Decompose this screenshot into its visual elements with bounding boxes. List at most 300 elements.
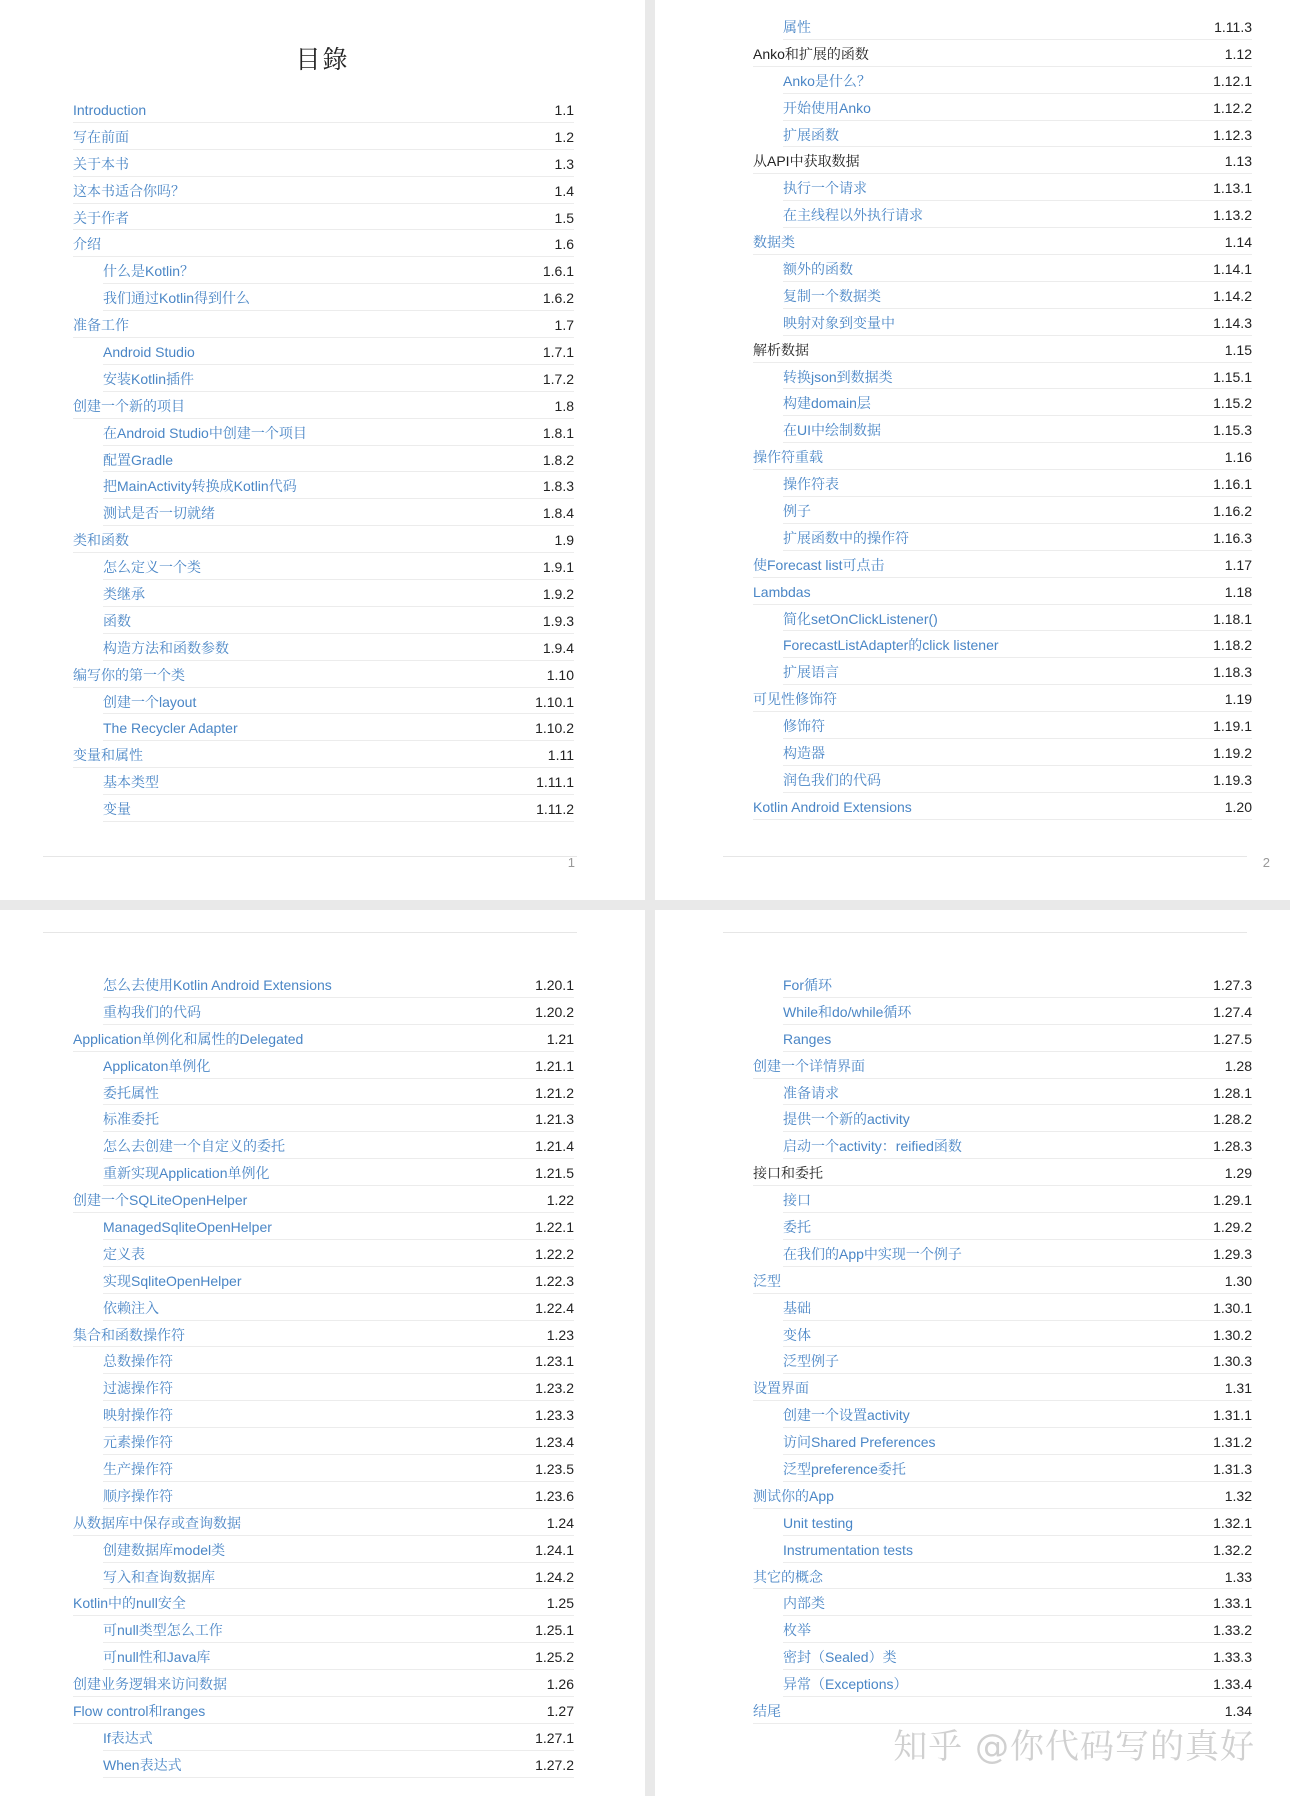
- toc-entry[interactable]: [73, 123, 574, 150]
- toc-entry-number: 1.18.2: [1213, 637, 1252, 654]
- toc-entry-number: 1.8.2: [542, 451, 574, 468]
- toc-entry-number: 1.14: [1224, 234, 1252, 251]
- toc-entry[interactable]: [783, 416, 1252, 443]
- toc-entry-title[interactable]: 写入和查询数据库: [103, 1568, 215, 1585]
- toc-entry[interactable]: [783, 1105, 1252, 1132]
- toc-entry-number: 1.28.2: [1213, 1111, 1252, 1128]
- toc-entry[interactable]: [783, 67, 1252, 94]
- toc-entry-number: 1.15.2: [1213, 395, 1252, 412]
- toc-entry-title[interactable]: 委托属性: [103, 1084, 159, 1101]
- toc-entry[interactable]: [783, 658, 1252, 685]
- toc-entry[interactable]: [783, 971, 1252, 998]
- toc-entry-title[interactable]: 提供一个新的activity: [783, 1111, 910, 1128]
- toc-entry-title[interactable]: Android Studio: [103, 344, 195, 361]
- toc-entry[interactable]: [103, 1294, 574, 1321]
- toc-entry-title[interactable]: Ranges: [783, 1030, 832, 1047]
- toc-entry[interactable]: [783, 1670, 1252, 1697]
- toc-entry[interactable]: [103, 472, 574, 499]
- toc-entry-title[interactable]: 标准委托: [103, 1111, 159, 1128]
- toc-entry-title[interactable]: 什么是Kotlin？: [103, 263, 195, 280]
- toc-entry-title[interactable]: 实现SqliteOpenHelper: [103, 1272, 242, 1289]
- toc-entry[interactable]: [103, 1536, 574, 1563]
- toc-entry[interactable]: [103, 768, 574, 795]
- toc-entry-number: 1.9.1: [542, 559, 574, 576]
- toc-entry-number: 1.1: [554, 102, 574, 118]
- toc-entry-title[interactable]: 从数据库中保存或查询数据: [73, 1514, 241, 1531]
- toc-entry-number: 1.7: [554, 317, 574, 334]
- toc-entry-title[interactable]: 简化setOnClickListener(): [783, 610, 938, 627]
- toc-entry-number: 1.21.2: [535, 1084, 574, 1101]
- toc-entry-title[interactable]: 创建一个详情界面: [753, 1057, 865, 1074]
- toc-list: [73, 971, 574, 1778]
- toc-entry[interactable]: [103, 1482, 574, 1509]
- toc-entry[interactable]: [73, 392, 574, 419]
- toc-entry-title[interactable]: Anko和扩展的函数: [753, 45, 869, 62]
- toc-entry-number: 1.16.1: [1213, 476, 1252, 493]
- toc-entry[interactable]: [783, 1321, 1252, 1348]
- toc-entry[interactable]: [103, 714, 574, 741]
- toc-entry-title[interactable]: 基础: [783, 1299, 811, 1316]
- toc-entry-title[interactable]: Flow control和ranges: [73, 1703, 206, 1720]
- toc-entry-number: 1.8: [554, 397, 574, 414]
- toc-entry[interactable]: [753, 40, 1252, 67]
- toc-entry-title[interactable]: 转换json到数据类: [783, 368, 893, 385]
- toc-entry-number: 1.15: [1224, 341, 1252, 358]
- toc-entry[interactable]: [73, 1321, 574, 1348]
- toc-entry[interactable]: [783, 1509, 1252, 1536]
- toc-entry[interactable]: [783, 1428, 1252, 1455]
- toc-entry[interactable]: [783, 282, 1252, 309]
- toc-entry-title[interactable]: 创建一个新的项目: [73, 397, 185, 414]
- toc-entry-title[interactable]: Lambdas: [753, 583, 811, 600]
- toc-entry[interactable]: [73, 311, 574, 338]
- toc-entry[interactable]: [73, 1186, 574, 1213]
- toc-entry-number: 1.19.1: [1213, 718, 1252, 735]
- toc-entry[interactable]: [103, 998, 574, 1025]
- toc-entry[interactable]: [783, 121, 1252, 148]
- toc-entry[interactable]: [783, 255, 1252, 282]
- toc-entry-number: 1.25.2: [535, 1649, 574, 1666]
- toc-entry[interactable]: [73, 1509, 574, 1536]
- toc-entry-number: 1.2: [554, 128, 574, 145]
- toc-entry-title[interactable]: 异常（Exceptions）: [783, 1676, 908, 1693]
- toc-entry-title[interactable]: 在主线程以外执行请求: [783, 207, 923, 224]
- toc-entry[interactable]: [103, 1213, 574, 1240]
- toc-entry[interactable]: [753, 443, 1252, 470]
- toc-entry[interactable]: [783, 94, 1252, 121]
- toc-entry-number: 1.24: [546, 1514, 574, 1531]
- toc-entry[interactable]: [783, 1589, 1252, 1616]
- toc-entry-number: 1.13.2: [1213, 207, 1252, 224]
- toc-entry[interactable]: [103, 553, 574, 580]
- toc-entry-number: 1.24.2: [535, 1568, 574, 1585]
- toc-entry[interactable]: [73, 177, 574, 204]
- toc-entry-number: 1.27.3: [1213, 977, 1252, 993]
- toc-entry-title[interactable]: 介绍: [73, 236, 101, 253]
- toc-entry[interactable]: [753, 1374, 1252, 1401]
- toc-entry-number: 1.12: [1224, 45, 1252, 62]
- toc-entry[interactable]: [783, 1455, 1252, 1482]
- toc-entry[interactable]: [103, 1347, 574, 1374]
- toc-entry[interactable]: [753, 1267, 1252, 1294]
- toc-entry[interactable]: [783, 363, 1252, 390]
- toc-entry-title[interactable]: 类和函数: [73, 532, 129, 549]
- toc-entry[interactable]: [783, 1294, 1252, 1321]
- toc-entry-title[interactable]: 扩展函数: [783, 126, 839, 143]
- toc-entry[interactable]: [783, 1213, 1252, 1240]
- toc-entry-title[interactable]: 顺序操作符: [103, 1487, 173, 1504]
- toc-entry-title[interactable]: 我们通过Kotlin得到什么: [103, 290, 251, 307]
- toc-entry[interactable]: [103, 1374, 574, 1401]
- document-page-4: [655, 910, 1290, 1796]
- toc-entry-number: 1.11: [547, 747, 574, 764]
- toc-entry-title[interactable]: 接口: [783, 1192, 811, 1209]
- toc-entry[interactable]: [753, 1159, 1252, 1186]
- toc-entry-title[interactable]: 内部类: [783, 1595, 825, 1612]
- toc-entry-title[interactable]: 构建domain层: [783, 395, 871, 412]
- toc-entry-title[interactable]: Instrumentation tests: [783, 1541, 913, 1558]
- toc-entry-title[interactable]: 开始使用Anko: [783, 99, 871, 116]
- document-page-3: [0, 910, 645, 1796]
- footer-divider: [43, 856, 577, 857]
- toc-entry-title[interactable]: 在我们的App中实现一个例子: [783, 1245, 962, 1262]
- toc-entry-title[interactable]: 枚举: [783, 1622, 811, 1639]
- toc-entry[interactable]: [103, 688, 574, 715]
- toc-entry-title[interactable]: 怎么去创建一个自定义的委托: [103, 1138, 285, 1155]
- toc-entry[interactable]: [73, 1670, 574, 1697]
- toc-entry-number: 1.19.2: [1213, 745, 1252, 762]
- toc-entry[interactable]: [753, 793, 1252, 820]
- toc-entry-number: 1.33.3: [1213, 1649, 1252, 1666]
- toc-entry[interactable]: [103, 365, 574, 392]
- toc-entry-title[interactable]: 扩展函数中的操作符: [783, 529, 909, 546]
- toc-entry-title[interactable]: 泛型preference委托: [783, 1461, 906, 1478]
- toc-entry[interactable]: [103, 1079, 574, 1106]
- toc-entry[interactable]: [783, 1616, 1252, 1643]
- header-divider: [723, 932, 1247, 933]
- toc-entry[interactable]: [783, 1132, 1252, 1159]
- toc-entry-title[interactable]: 接口和委托: [753, 1165, 823, 1182]
- toc-entry-title[interactable]: 映射操作符: [103, 1407, 173, 1424]
- toc-entry[interactable]: [783, 497, 1252, 524]
- toc-entry-number: 1.26: [546, 1676, 574, 1693]
- toc-entry-title[interactable]: 润色我们的代码: [783, 771, 881, 788]
- toc-entry[interactable]: [783, 739, 1252, 766]
- toc-entry-number: 1.21.5: [535, 1165, 574, 1182]
- toc-entry-title[interactable]: 泛型: [753, 1272, 781, 1289]
- toc-entry-title[interactable]: 函数: [103, 612, 131, 629]
- toc-entry[interactable]: [73, 741, 574, 768]
- toc-entry-number: 1.11.3: [1214, 19, 1252, 35]
- toc-entry[interactable]: [103, 338, 574, 365]
- toc-entry-title[interactable]: 准备请求: [783, 1084, 839, 1101]
- toc-entry-title[interactable]: 关于本书: [73, 155, 129, 172]
- toc-entry-title[interactable]: When表达式: [103, 1756, 182, 1773]
- toc-entry[interactable]: [73, 204, 574, 231]
- toc-entry[interactable]: [783, 1401, 1252, 1428]
- toc-entry-number: 1.15.1: [1213, 368, 1252, 385]
- toc-entry-number: 1.14.2: [1213, 287, 1252, 304]
- toc-entry-title[interactable]: 基本类型: [103, 774, 159, 791]
- toc-entry[interactable]: [103, 1159, 574, 1186]
- toc-entry-number: 1.31.3: [1213, 1461, 1252, 1478]
- toc-entry[interactable]: [783, 1186, 1252, 1213]
- toc-entry-title[interactable]: 集合和函数操作符: [73, 1326, 185, 1343]
- toc-entry-number: 1.14.1: [1213, 261, 1252, 278]
- toc-entry-title[interactable]: 总数操作符: [103, 1353, 173, 1370]
- toc-entry[interactable]: [103, 499, 574, 526]
- toc-entry[interactable]: [783, 605, 1252, 632]
- toc-entry-title[interactable]: For循环: [783, 977, 832, 993]
- toc-entry-title[interactable]: 配置Gradle: [103, 451, 174, 468]
- toc-entry[interactable]: [103, 1616, 574, 1643]
- toc-entry[interactable]: [103, 1105, 574, 1132]
- toc-entry[interactable]: [753, 228, 1252, 255]
- toc-entry-number: 1.7.2: [542, 370, 574, 387]
- toc-entry-title[interactable]: 类继承: [103, 586, 145, 603]
- toc-entry-number: 1.13.1: [1213, 180, 1252, 197]
- toc-entry-title[interactable]: 定义表: [103, 1245, 145, 1262]
- toc-entry[interactable]: [73, 230, 574, 257]
- document-page-1: [0, 0, 645, 900]
- toc-entry[interactable]: [103, 634, 574, 661]
- toc-entry-number: 1.13: [1224, 153, 1252, 170]
- toc-entry-number: 1.32.1: [1213, 1514, 1252, 1531]
- toc-entry-title[interactable]: 数据类: [753, 234, 795, 251]
- toc-entry[interactable]: [783, 1536, 1252, 1563]
- toc-entry[interactable]: [783, 1025, 1252, 1052]
- toc-entry[interactable]: [103, 419, 574, 446]
- toc-entry[interactable]: [103, 607, 574, 634]
- toc-entry-number: 1.31.1: [1213, 1407, 1252, 1424]
- toc-entry-number: 1.27.1: [535, 1729, 574, 1746]
- toc-entry-title[interactable]: Unit testing: [783, 1514, 854, 1531]
- toc-entry[interactable]: [73, 1697, 574, 1724]
- toc-entry[interactable]: [103, 1428, 574, 1455]
- toc-entry-title[interactable]: Kotlin Android Extensions: [753, 798, 912, 815]
- toc-entry-number: 1.25: [546, 1595, 574, 1612]
- toc-entry-title[interactable]: 在Android Studio中创建一个项目: [103, 424, 307, 441]
- toc-entry-title[interactable]: 重构我们的代码: [103, 1003, 201, 1020]
- toc-entry[interactable]: [753, 336, 1252, 363]
- toc-entry-number: 1.14.3: [1213, 314, 1252, 331]
- toc-entry[interactable]: [103, 257, 574, 284]
- toc-entry[interactable]: [73, 150, 574, 177]
- toc-entry-title[interactable]: 映射对象到变量中: [783, 314, 895, 331]
- toc-entry[interactable]: [753, 551, 1252, 578]
- toc-entry-title[interactable]: 构造方法和函数参数: [103, 639, 229, 656]
- toc-entry-number: 1.21: [546, 1030, 574, 1047]
- toc-entry-number: 1.5: [554, 209, 574, 226]
- toc-entry-title[interactable]: Introduction: [73, 102, 147, 118]
- toc-entry-title[interactable]: Applicaton单例化: [103, 1057, 211, 1074]
- toc-entry[interactable]: [783, 13, 1252, 40]
- toc-entry[interactable]: [103, 1724, 574, 1751]
- toc-entry[interactable]: [103, 1643, 574, 1670]
- toc-entry-title[interactable]: 安装Kotlin插件: [103, 370, 195, 387]
- toc-entry-title[interactable]: 重新实现Application单例化: [103, 1165, 270, 1182]
- toc-entry[interactable]: [73, 526, 574, 553]
- toc-entry-title[interactable]: 例子: [783, 503, 811, 520]
- toc-entry-title[interactable]: 构造器: [783, 745, 825, 762]
- toc-entry[interactable]: [103, 1052, 574, 1079]
- toc-entry-title[interactable]: 创建一个layout: [103, 693, 197, 710]
- toc-entry[interactable]: [783, 1240, 1252, 1267]
- toc-entry-number: 1.12.2: [1213, 99, 1252, 116]
- toc-entry-title[interactable]: 写在前面: [73, 128, 129, 145]
- toc-entry[interactable]: [103, 1751, 574, 1778]
- toc-entry-title[interactable]: 编写你的第一个类: [73, 666, 185, 683]
- toc-entry[interactable]: [783, 1643, 1252, 1670]
- toc-entry[interactable]: [753, 1052, 1252, 1079]
- toc-entry-number: 1.23.1: [535, 1353, 574, 1370]
- toc-entry-number: 1.11.2: [536, 801, 574, 818]
- toc-entry-number: 1.10: [546, 666, 574, 683]
- toc-entry[interactable]: [103, 1240, 574, 1267]
- toc-entry-number: 1.21.3: [535, 1111, 574, 1128]
- toc-entry[interactable]: [753, 578, 1252, 605]
- toc-entry[interactable]: [103, 971, 574, 998]
- toc-entry-title[interactable]: 执行一个请求: [783, 180, 867, 197]
- toc-entry[interactable]: [73, 1025, 574, 1052]
- toc-entry[interactable]: [103, 1563, 574, 1590]
- toc-entry-title[interactable]: 其它的概念: [753, 1568, 823, 1585]
- toc-entry-title[interactable]: ManagedSqliteOpenHelper: [103, 1219, 272, 1236]
- toc-entry[interactable]: [103, 1401, 574, 1428]
- toc-entry-title[interactable]: 扩展语言: [783, 664, 839, 681]
- toc-entry-number: 1.20: [1224, 798, 1252, 815]
- toc-entry-title[interactable]: 变体: [783, 1326, 811, 1343]
- toc-entry-title[interactable]: 委托: [783, 1219, 811, 1236]
- toc-entry-title[interactable]: 密封（Sealed）类: [783, 1649, 897, 1666]
- toc-entry-title[interactable]: 设置界面: [753, 1380, 809, 1397]
- toc-entry-number: 1.31.2: [1213, 1434, 1252, 1451]
- toc-entry[interactable]: [103, 1455, 574, 1482]
- toc-entry-title[interactable]: 操作符重载: [753, 449, 823, 466]
- toc-entry-title[interactable]: 元素操作符: [103, 1434, 173, 1451]
- toc-entry[interactable]: [73, 96, 574, 123]
- toc-entry-number: 1.8.3: [542, 478, 574, 495]
- toc-entry-number: 1.31: [1224, 1380, 1252, 1397]
- toc-entry-title[interactable]: 在UI中绘制数据: [783, 422, 881, 439]
- toc-entry-number: 1.9.3: [542, 612, 574, 629]
- toc-entry[interactable]: [783, 766, 1252, 793]
- toc-entry-title[interactable]: 可见性修饰符: [753, 691, 837, 708]
- toc-entry-number: 1.19: [1224, 691, 1252, 708]
- toc-entry-title[interactable]: 过滤操作符: [103, 1380, 173, 1397]
- toc-entry[interactable]: [783, 201, 1252, 228]
- toc-entry[interactable]: [783, 1079, 1252, 1106]
- toc-entry[interactable]: [753, 1482, 1252, 1509]
- toc-entry-number: 1.9.4: [542, 639, 574, 656]
- toc-entry-number: 1.23.4: [535, 1434, 574, 1451]
- toc-entry-title[interactable]: 属性: [783, 19, 811, 35]
- toc-entry-title[interactable]: 访问Shared Preferences: [783, 1434, 936, 1451]
- toc-entry-number: 1.8.1: [542, 424, 574, 441]
- toc-entry-title[interactable]: 泛型例子: [783, 1353, 839, 1370]
- toc-entry-number: 1.18: [1224, 583, 1252, 600]
- toc-entry-title[interactable]: 创建一个设置activity: [783, 1407, 910, 1424]
- toc-entry-number: 1.12.3: [1213, 126, 1252, 143]
- page-number: 2: [1262, 855, 1270, 870]
- toc-entry-title[interactable]: 可null性和Java库: [103, 1649, 211, 1666]
- toc-entry[interactable]: [73, 1589, 574, 1616]
- toc-entry-title[interactable]: 复制一个数据类: [783, 287, 881, 304]
- toc-entry[interactable]: [753, 1563, 1252, 1590]
- toc-entry[interactable]: [73, 661, 574, 688]
- toc-entry-number: 1.27.2: [535, 1756, 574, 1773]
- page-title: 目錄: [295, 45, 350, 74]
- toc-entry-number: 1.30.1: [1213, 1299, 1252, 1316]
- toc-entry-title[interactable]: 启动一个activity：reified函数: [783, 1138, 962, 1155]
- toc-entry-number: 1.18.3: [1213, 664, 1252, 681]
- toc-entry-title[interactable]: 把MainActivity转换成Kotlin代码: [103, 478, 297, 495]
- toc-entry[interactable]: [783, 524, 1252, 551]
- toc-entry[interactable]: [783, 712, 1252, 739]
- toc-entry-title[interactable]: 生产操作符: [103, 1461, 173, 1478]
- toc-entry-title[interactable]: 变量和属性: [73, 747, 143, 764]
- toc-entry[interactable]: [103, 795, 574, 822]
- toc-entry-title[interactable]: 从API中获取数据: [753, 153, 860, 170]
- toc-entry-title[interactable]: The Recycler Adapter: [103, 720, 238, 737]
- toc-entry-title[interactable]: 修饰符: [783, 718, 825, 735]
- toc-entry-title[interactable]: 额外的函数: [783, 261, 853, 278]
- toc-entry-title[interactable]: 操作符表: [783, 476, 839, 493]
- toc-entry[interactable]: [103, 1267, 574, 1294]
- toc-entry-title[interactable]: 怎么定义一个类: [103, 559, 201, 576]
- toc-entry[interactable]: [103, 284, 574, 311]
- toc-entry-title[interactable]: 创建一个SQLiteOpenHelper: [73, 1192, 248, 1209]
- toc-entry[interactable]: [783, 998, 1252, 1025]
- toc-entry-number: 1.10.1: [535, 693, 574, 710]
- toc-entry[interactable]: [783, 389, 1252, 416]
- toc-entry-title[interactable]: 变量: [103, 801, 131, 818]
- toc-entry[interactable]: [783, 1347, 1252, 1374]
- toc-entry-title[interactable]: 怎么去使用Kotlin Android Extensions: [103, 977, 332, 993]
- toc-entry[interactable]: [753, 685, 1252, 712]
- toc-entry-title[interactable]: 测试你的App: [753, 1487, 834, 1504]
- toc-entry[interactable]: [783, 174, 1252, 201]
- toc-entry-title[interactable]: 这本书适合你吗？: [73, 182, 185, 199]
- toc-entry[interactable]: [103, 580, 574, 607]
- toc-entry-number: 1.32: [1224, 1487, 1252, 1504]
- toc-entry-title[interactable]: ForecastListAdapter的click listener: [783, 637, 999, 654]
- toc-entry[interactable]: [783, 631, 1252, 658]
- toc-entry-number: 1.25.1: [535, 1622, 574, 1639]
- toc-entry[interactable]: [103, 446, 574, 473]
- toc-entry-title[interactable]: If表达式: [103, 1729, 153, 1746]
- toc-entry-title[interactable]: 依赖注入: [103, 1299, 159, 1316]
- toc-entry-title[interactable]: Application单例化和属性的Delegated: [73, 1030, 304, 1047]
- toc-entry-title[interactable]: While和do/while循环: [783, 1003, 912, 1020]
- toc-entry-title[interactable]: 测试是否一切就绪: [103, 505, 215, 522]
- toc-entry-title[interactable]: 创建数据库model类: [103, 1541, 226, 1558]
- toc-entry[interactable]: [783, 309, 1252, 336]
- toc-list: [753, 13, 1252, 820]
- toc-entry[interactable]: [753, 147, 1252, 174]
- toc-entry-title[interactable]: Kotlin中的null安全: [73, 1595, 186, 1612]
- toc-entry-title[interactable]: Anko是什么？: [783, 72, 871, 89]
- toc-entry-title[interactable]: 准备工作: [73, 317, 129, 334]
- toc-entry-title[interactable]: 结尾: [753, 1703, 781, 1720]
- toc-entry-title[interactable]: 使Forecast list可点击: [753, 556, 885, 573]
- toc-entry[interactable]: [783, 470, 1252, 497]
- toc-entry-title[interactable]: 创建业务逻辑来访问数据: [73, 1676, 227, 1693]
- toc-entry-title[interactable]: 解析数据: [753, 341, 809, 358]
- toc-entry[interactable]: [103, 1132, 574, 1159]
- toc-entry-title[interactable]: 可null类型怎么工作: [103, 1622, 223, 1639]
- toc-entry-title[interactable]: 关于作者: [73, 209, 129, 226]
